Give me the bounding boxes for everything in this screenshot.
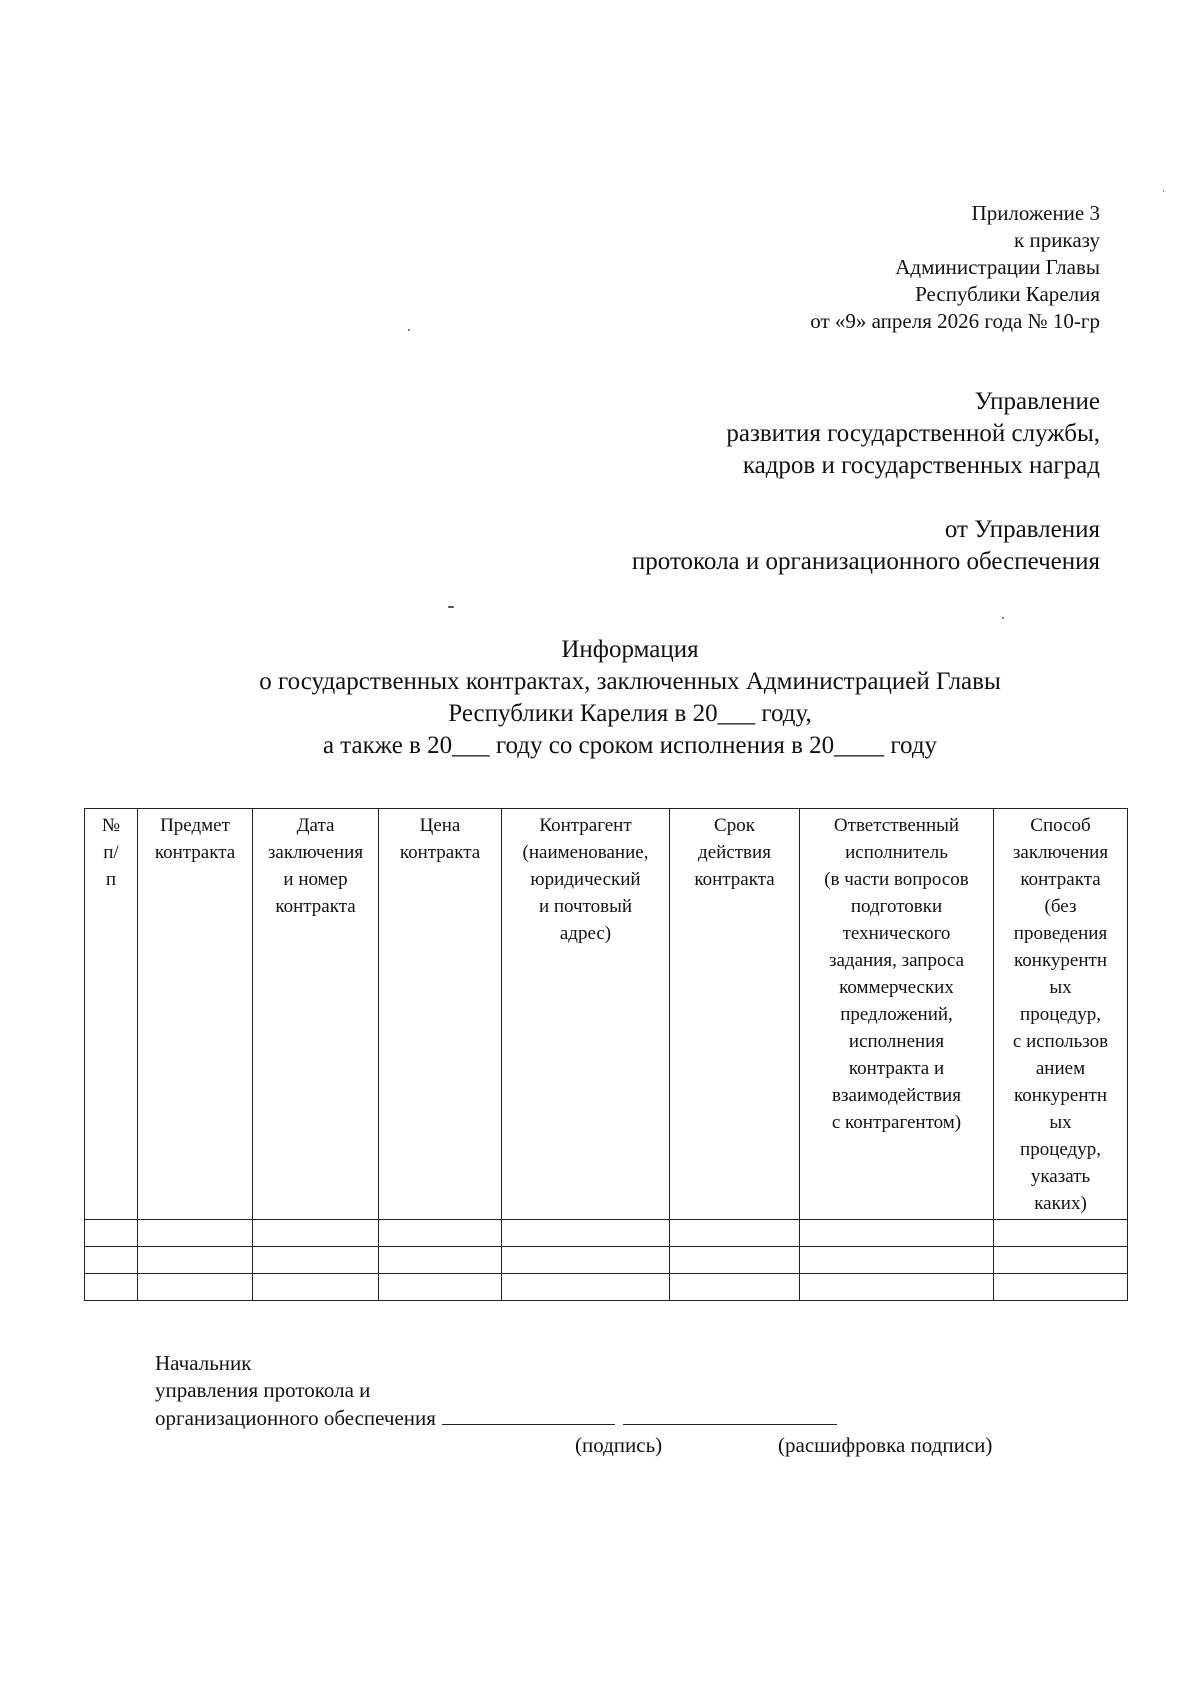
header-line: (в части вопросов <box>824 869 969 890</box>
sender-block <box>400 514 1100 578</box>
header-line: задания, запроса <box>828 950 965 971</box>
signature-decoding-field[interactable] <box>623 1404 837 1425</box>
table-body <box>85 1220 1128 1301</box>
signature-field[interactable] <box>442 1404 615 1425</box>
header-line: каких) <box>1034 1193 1087 1214</box>
header-line: предложений, <box>840 1004 953 1025</box>
table-cell[interactable] <box>502 1274 670 1301</box>
appendix-line: Администрации Главы <box>895 255 1100 279</box>
header-line: конкурентн <box>1014 1085 1107 1106</box>
appendix-line: к приказу <box>1014 228 1100 252</box>
table-cell[interactable] <box>85 1274 138 1301</box>
recipient-line: развития государственной службы, <box>726 420 1100 447</box>
header-line: адрес) <box>559 923 612 944</box>
column-header-method <box>994 809 1128 1220</box>
table-cell[interactable] <box>670 1274 800 1301</box>
table-cell[interactable] <box>253 1247 379 1274</box>
table-cell[interactable] <box>85 1220 138 1247</box>
signer-line-row <box>155 1404 1055 1432</box>
header-line: (наименование, <box>522 842 649 863</box>
table-cell[interactable] <box>138 1274 253 1301</box>
table-cell[interactable] <box>138 1220 253 1247</box>
sender-line: от Управления <box>944 516 1100 543</box>
table-cell[interactable] <box>253 1274 379 1301</box>
header-line: контракта <box>275 896 356 917</box>
table-cell[interactable] <box>994 1274 1128 1301</box>
recipient-block <box>400 386 1100 482</box>
column-header-counterparty <box>502 809 670 1220</box>
table-cell[interactable] <box>85 1247 138 1274</box>
header-line: ых <box>1049 977 1072 998</box>
table-row <box>85 1220 1128 1247</box>
table-cell[interactable] <box>994 1220 1128 1247</box>
header-line: проведения <box>1013 923 1108 944</box>
header-line: контракта <box>399 842 481 863</box>
signature-block <box>155 1350 1055 1459</box>
table-cell[interactable] <box>800 1247 994 1274</box>
table-cell[interactable] <box>994 1247 1128 1274</box>
header-line: указать <box>1030 1166 1091 1187</box>
document-title <box>140 634 1120 762</box>
header-line: Срок <box>714 815 755 836</box>
signer-position-line: организационного обеспечения <box>155 1406 436 1430</box>
column-header-responsible <box>800 809 994 1220</box>
header-line: ых <box>1049 1112 1072 1133</box>
header-line: заключения <box>267 842 364 863</box>
header-line: процедур, <box>1020 1139 1101 1160</box>
scan-speck <box>448 606 454 608</box>
header-line: контракта <box>154 842 236 863</box>
header-line: подготовки <box>850 896 943 917</box>
header-line: (без <box>1044 896 1077 917</box>
header-line: взаимодействия <box>832 1085 961 1106</box>
header-line: юридический <box>530 869 641 890</box>
scan-speck <box>1163 190 1164 192</box>
column-header-term <box>670 809 800 1220</box>
title-line: о государственных контрактах, заключенных Администрацией Главы <box>259 668 1001 695</box>
title-line: Республики Карелия в 20___ году, <box>448 700 812 727</box>
header-line: процедур, <box>1020 1004 1101 1025</box>
scan-speck <box>1002 617 1004 619</box>
table-header-row <box>85 809 1128 1220</box>
signature-hint: (подпись) <box>575 1433 663 1457</box>
header-line: п/ <box>103 842 119 863</box>
header-line: и почтовый <box>538 896 633 917</box>
title-line: а также в 20___ году со сроком исполнения в 20____ году <box>322 732 938 759</box>
table-cell[interactable] <box>800 1220 994 1247</box>
header-line: контракта <box>1020 869 1101 890</box>
header-line: Предмет <box>160 815 230 836</box>
table-cell[interactable] <box>138 1247 253 1274</box>
recipient-line: кадров и государственных наград <box>742 452 1100 479</box>
sender-line: протокола и организационного обеспечения <box>631 548 1100 575</box>
signature-hints <box>155 1432 1055 1459</box>
contracts-table <box>84 808 1128 1301</box>
appendix-block <box>580 200 1100 335</box>
column-header-number <box>85 809 138 1220</box>
table-cell[interactable] <box>379 1220 502 1247</box>
column-header-subject <box>138 809 253 1220</box>
header-line: с контрагентом) <box>831 1112 962 1133</box>
header-line: контракта и <box>848 1058 945 1079</box>
header-line: Способ <box>1030 815 1091 836</box>
scan-speck <box>408 329 410 331</box>
header-line: анием <box>1035 1058 1086 1079</box>
header-line: конкурентн <box>1014 950 1107 971</box>
header-line: с использов <box>1012 1031 1109 1052</box>
title-line: Информация <box>561 636 699 663</box>
header-line: действия <box>698 842 771 863</box>
header-line: Цена <box>419 815 461 836</box>
header-line: контракта <box>694 869 775 890</box>
header-line: технического <box>842 923 951 944</box>
table-row <box>85 1247 1128 1274</box>
decoding-hint: (расшифровка подписи) <box>778 1433 993 1457</box>
header-line: Ответственный <box>833 815 960 836</box>
table-cell[interactable] <box>800 1274 994 1301</box>
appendix-line: от «9» апреля 2026 года № 10-гр <box>810 309 1100 333</box>
column-header-date <box>253 809 379 1220</box>
table-cell[interactable] <box>253 1220 379 1247</box>
header-line: исполнитель <box>845 842 948 863</box>
table-cell[interactable] <box>502 1247 670 1274</box>
table-cell[interactable] <box>502 1220 670 1247</box>
appendix-line: Республики Карелия <box>915 282 1100 306</box>
table-cell[interactable] <box>379 1247 502 1274</box>
column-header-price <box>379 809 502 1220</box>
signer-position-line: Начальник <box>155 1351 252 1375</box>
header-line: и номер <box>283 869 348 890</box>
table-row <box>85 1274 1128 1301</box>
table-cell[interactable] <box>379 1274 502 1301</box>
table-cell[interactable] <box>670 1247 800 1274</box>
header-line: Дата <box>296 815 335 836</box>
header-line: п <box>105 869 117 890</box>
signer-position-line: управления протокола и <box>155 1378 371 1402</box>
header-line: Контрагент <box>539 815 632 836</box>
appendix-line: Приложение 3 <box>971 201 1100 225</box>
recipient-line: Управление <box>974 388 1100 415</box>
header-line: коммерческих <box>839 977 954 998</box>
header-line: № <box>101 815 121 836</box>
header-line: исполнения <box>848 1031 945 1052</box>
header-line: заключения <box>1012 842 1109 863</box>
table-cell[interactable] <box>670 1220 800 1247</box>
